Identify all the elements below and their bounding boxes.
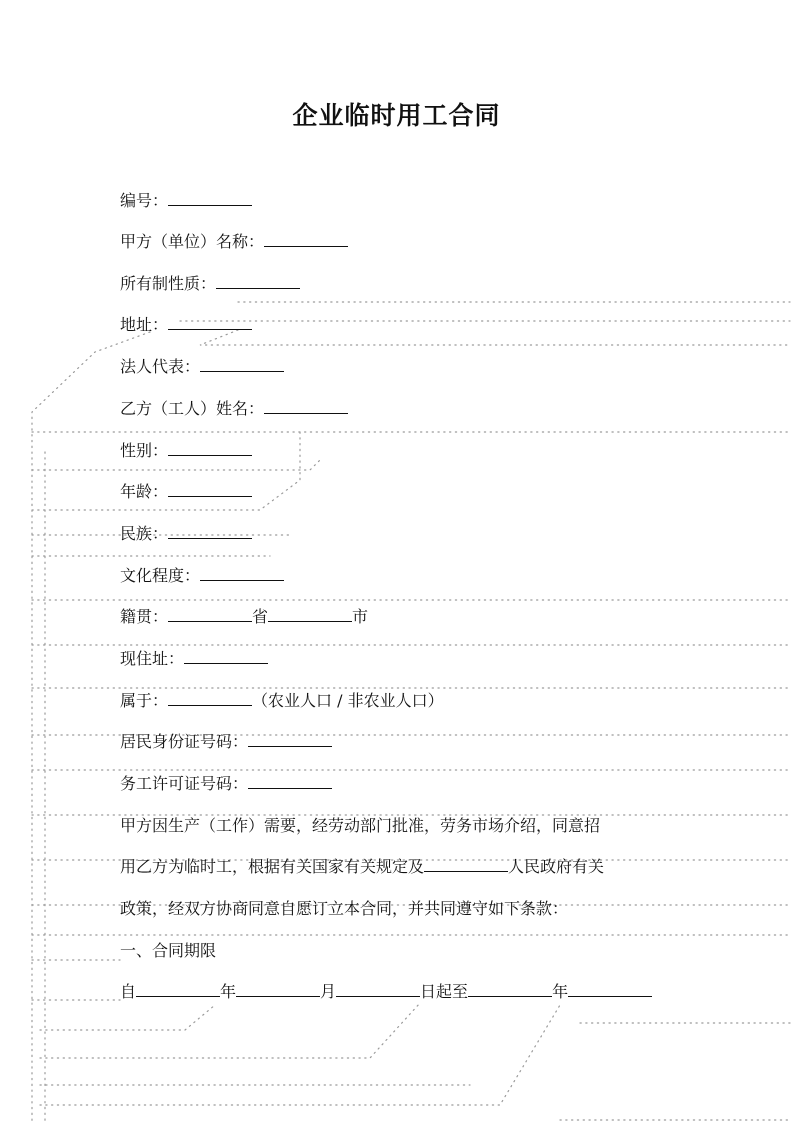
blank-age — [168, 482, 252, 497]
label-party-b-name: 乙方（工人）姓名： — [120, 399, 265, 418]
field-gender — [120, 440, 252, 462]
page-title: 企业临时用工合同 — [292, 101, 501, 130]
label-legal-rep: 法人代表： — [120, 357, 201, 376]
blank-gender — [168, 441, 252, 456]
label-year-1: 年 — [220, 982, 237, 1001]
blank-ownership — [216, 274, 300, 289]
blank-month-from — [236, 982, 320, 997]
blank-current-address — [184, 649, 268, 664]
blank-ethnicity — [168, 524, 252, 539]
label-address: 地址： — [120, 315, 169, 334]
paragraph-line-3: 政策，经双方协商同意自愿订立本合同，并共同遵守如下条款： — [120, 899, 569, 918]
field-work-permit — [120, 773, 332, 795]
blank-address — [168, 315, 252, 330]
label-gender: 性别： — [120, 441, 169, 460]
blank-education — [200, 566, 284, 581]
label-province: 省 — [252, 607, 269, 626]
blank-id-number — [248, 732, 332, 747]
blank-government — [424, 857, 508, 872]
label-from: 自 — [120, 982, 137, 1001]
blank-city — [268, 607, 352, 622]
field-current-address — [120, 648, 268, 670]
blank-year-to — [468, 982, 552, 997]
paragraph-line-2-pre: 用乙方为临时工，根据有关国家有关规定及 — [120, 857, 425, 876]
label-month-1: 月 — [320, 982, 337, 1001]
field-ethnicity — [120, 523, 252, 545]
label-belongs-to: 属于： — [120, 691, 169, 710]
section-heading-term: 一、合同期限 — [120, 941, 217, 960]
label-number: 编号： — [120, 191, 169, 210]
label-day-from-to: 日起至 — [420, 982, 469, 1001]
label-ethnicity: 民族： — [120, 524, 169, 543]
label-city: 市 — [352, 607, 369, 626]
blank-party-b-name — [264, 399, 348, 414]
label-ownership: 所有制性质： — [120, 274, 217, 293]
paragraph-line-1: 甲方因生产（工作）需要，经劳动部门批准，劳务市场介绍，同意招 — [120, 816, 601, 835]
field-party-b-name — [120, 398, 348, 420]
paragraph-line-2-post: 人民政府有关 — [508, 857, 605, 876]
blank-legal-rep — [200, 357, 284, 372]
blank-party-a-name — [264, 232, 348, 247]
contract-term-line — [120, 981, 652, 1003]
field-legal-rep — [120, 356, 284, 378]
field-age — [120, 481, 252, 503]
field-number — [120, 190, 252, 212]
blank-number — [168, 191, 252, 206]
field-belongs-to — [120, 690, 444, 712]
label-native-place: 籍贯： — [120, 607, 169, 626]
blank-province — [168, 607, 252, 622]
label-current-address: 现住址： — [120, 649, 185, 668]
household-type-note: （农业人口 / 非农业人口） — [252, 691, 444, 710]
field-native-place — [120, 606, 368, 628]
blank-day-from — [336, 982, 420, 997]
field-education — [120, 565, 284, 587]
field-ownership — [120, 273, 300, 295]
blank-belongs-to — [168, 691, 252, 706]
label-year-2: 年 — [552, 982, 569, 1001]
field-address — [120, 314, 252, 336]
label-id-number: 居民身份证号码： — [120, 732, 249, 751]
field-id-number — [120, 731, 332, 753]
blank-year-from — [136, 982, 220, 997]
label-work-permit: 务工许可证号码： — [120, 774, 249, 793]
blank-month-to — [568, 982, 652, 997]
label-age: 年龄： — [120, 482, 169, 501]
label-education: 文化程度： — [120, 566, 201, 585]
label-party-a-name: 甲方（单位）名称： — [120, 232, 265, 251]
field-party-a-name — [120, 231, 348, 253]
blank-work-permit — [248, 774, 332, 789]
paragraph-line-2 — [120, 856, 604, 878]
